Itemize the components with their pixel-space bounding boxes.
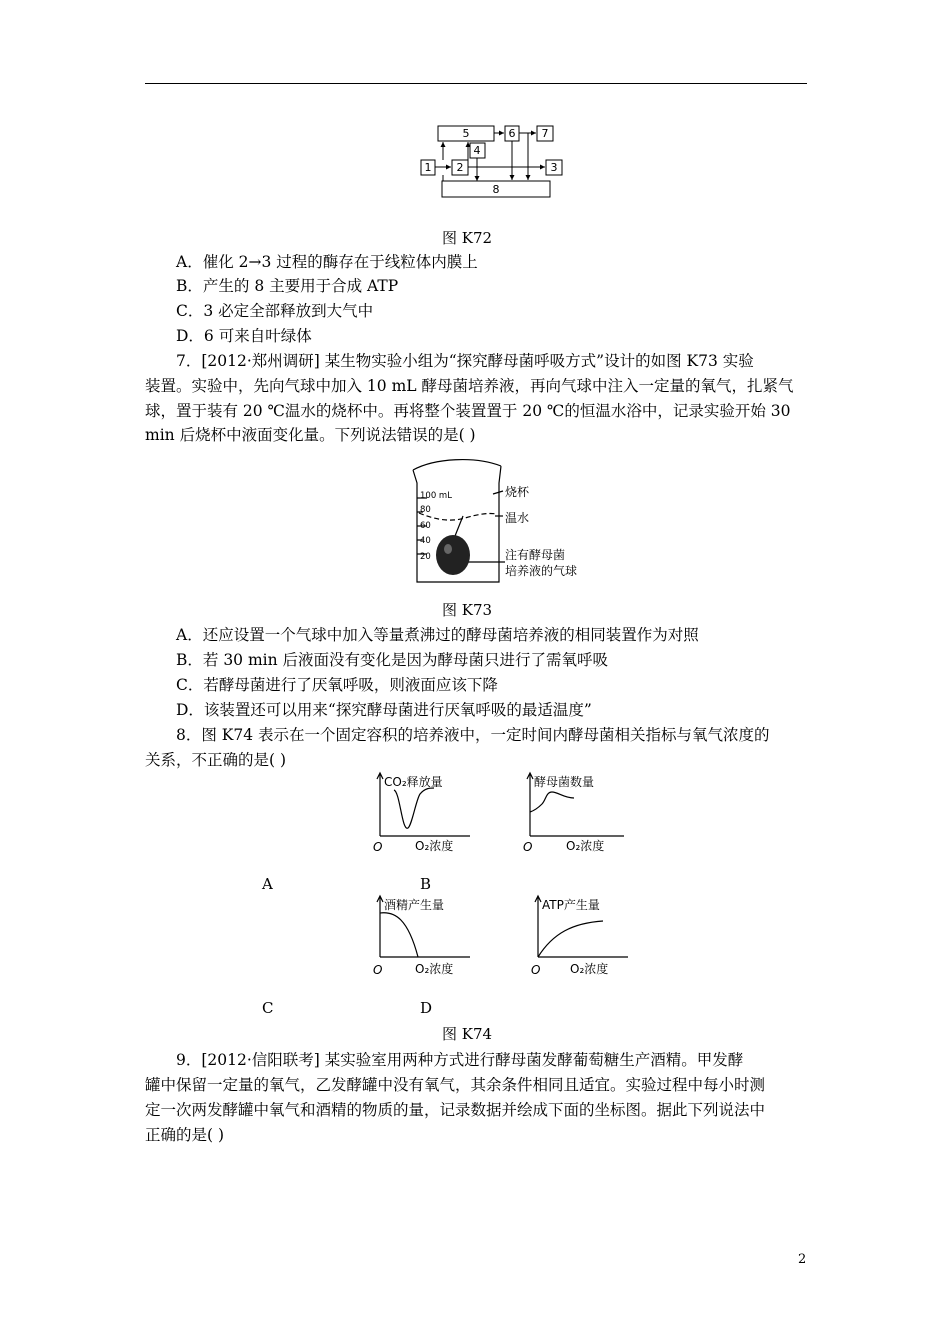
figure-caption: 图 K72	[442, 229, 493, 247]
figure-label: 培养液的气球	[505, 564, 578, 578]
axis-label: 酵母菌数量	[534, 775, 595, 789]
header-rule	[145, 83, 807, 84]
option-text: D．6 可来自叶绿体	[176, 327, 312, 345]
origin-label: O	[531, 963, 541, 977]
axis-label: O₂浓度	[415, 962, 454, 976]
box-label: 7	[541, 127, 549, 140]
question-text: 球，置于装有 20 ℃温水的烧杯中。再将整个装置置于 20 ℃的恒温水浴中，记录实验开始 30	[145, 402, 791, 420]
option-text: D．该装置还可以用来“探究酵母菌进行厌氧呼吸的最适温度”	[176, 701, 592, 719]
question-text: 装置。实验中，先向气球中加入 10 mL 酵母菌培养液，再向气球中注入一定量的氧气，扎紧气	[145, 377, 794, 395]
page-number: 2	[798, 1252, 807, 1267]
graph-letter: C	[262, 999, 274, 1017]
question-text: 8．图 K74 表示在一个固定容积的培养液中，一定时间内酵母菌相关指标与氧气浓度的	[176, 726, 770, 744]
figure-label: 注有酵母菌	[505, 548, 566, 562]
box-label: 4	[473, 144, 481, 157]
figure-caption: 图 K74	[442, 1025, 493, 1043]
graph-a	[370, 770, 490, 858]
box-label: 8	[492, 183, 500, 196]
option-text: C．若酵母菌进行了厌氧呼吸，则液面应该下降	[176, 676, 498, 694]
axis-label: CO₂释放量	[384, 775, 443, 789]
scale-label: 80	[420, 505, 431, 515]
box-label: 3	[550, 161, 558, 174]
axis-label: O₂浓度	[566, 839, 605, 853]
question-text: 正确的是( )	[145, 1126, 225, 1144]
question-text: 7．[2012·郑州调研] 某生物实验小组为“探究酵母菌呼吸方式”设计的如图 K73 实验	[176, 352, 754, 370]
axis-label: 酒精产生量	[384, 898, 445, 912]
axis-label: ATP产生量	[542, 898, 600, 912]
graph-letter: B	[420, 875, 432, 893]
figure-label: 烧杯	[505, 485, 530, 499]
graph-d	[528, 893, 648, 981]
scale-label: 40	[420, 536, 431, 546]
figure-caption: 图 K73	[442, 601, 493, 619]
axis-label: O₂浓度	[570, 962, 609, 976]
axis-label: O₂浓度	[415, 839, 454, 853]
option-text: A．还应设置一个气球中加入等量煮沸过的酵母菌培养液的相同装置作为对照	[176, 626, 699, 644]
scale-label: 60	[420, 521, 431, 531]
scale-label: 20	[420, 552, 431, 562]
question-text: min 后烧杯中液面变化量。下列说法错误的是( )	[145, 426, 476, 444]
figure-k72-diagram	[415, 120, 565, 202]
graph-letter: A	[262, 875, 273, 893]
graph-b	[524, 770, 644, 858]
question-text: 定一次两发酵罐中氧气和酒精的物质的量，记录数据并绘成下面的坐标图。据此下列说法中	[145, 1101, 766, 1119]
box-label: 5	[462, 127, 470, 140]
origin-label: O	[373, 840, 383, 854]
question-text: 关系，不正确的是( )	[145, 751, 287, 769]
graph-c	[370, 893, 490, 981]
box-label: 1	[424, 161, 432, 174]
origin-label: O	[373, 963, 383, 977]
option-text: C．3 必定全部释放到大气中	[176, 302, 374, 320]
box-label: 2	[456, 161, 464, 174]
option-text: A．催化 2→3 过程的酶存在于线粒体内膜上	[176, 253, 478, 271]
figure-label: 温水	[505, 511, 530, 525]
question-text: 罐中保留一定量的氧气，乙发酵罐中没有氧气，其余条件相同且适宜。实验过程中每小时测	[145, 1076, 766, 1094]
scale-label: 100 mL	[420, 491, 452, 501]
figure-k73-beaker	[405, 458, 595, 590]
question-text: 9．[2012·信阳联考] 某实验室用两种方式进行酵母菌发酵葡萄糖生产酒精。甲发酵	[176, 1051, 744, 1069]
origin-label: O	[523, 840, 533, 854]
graph-letter: D	[420, 999, 433, 1017]
box-label: 6	[508, 127, 516, 140]
option-text: B．产生的 8 主要用于合成 ATP	[176, 277, 399, 295]
option-text: B．若 30 min 后液面没有变化是因为酵母菌只进行了需氧呼吸	[176, 651, 609, 669]
